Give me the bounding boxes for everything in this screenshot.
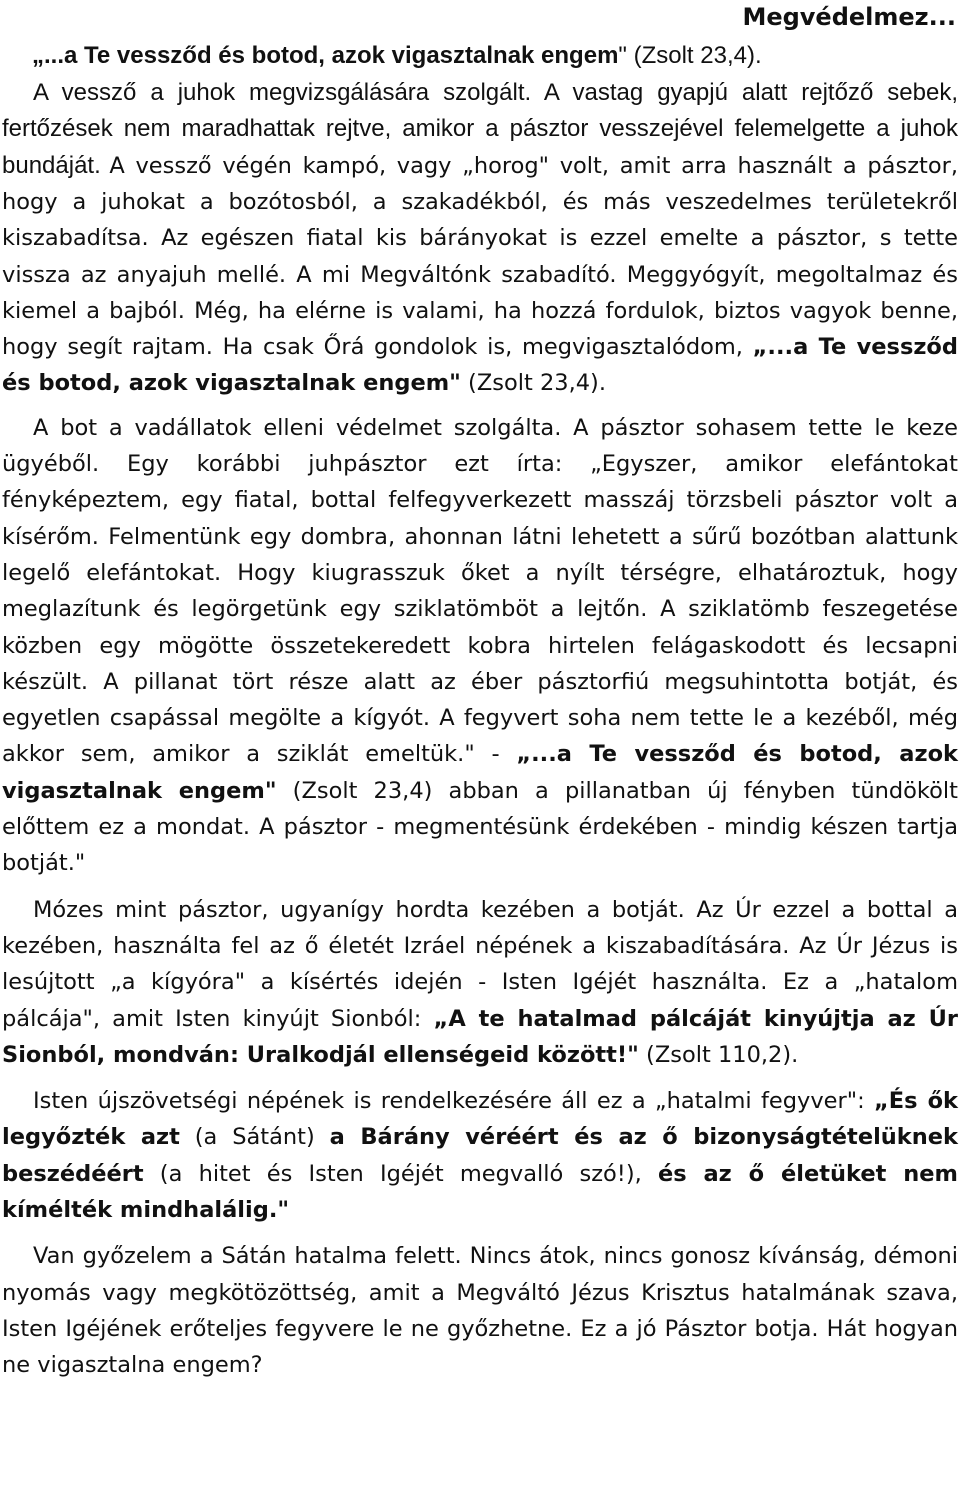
paragraph-4-mid-2: (a hitet és Isten Igéjét megvalló szó!), <box>143 1160 658 1187</box>
paragraph-4-text: Isten újszövetségi népének is rendelkezésére áll ez a „hatalmi fegyver": <box>33 1088 875 1115</box>
paragraph-4-bold-2: a Bárány véréért és az ő bizonyságtételüknek beszédéért <box>2 1124 959 1187</box>
paragraph-4-bold-3: és az ő életüket nem kímélték mindhalálig." <box>2 1160 958 1224</box>
intro-quote-ref: " (Zsolt 23,4). <box>618 42 762 69</box>
paragraph-3-quote: „A te hatalmad pálcáját kinyújtja az Úr Sionból, mondván: Uralkodjál ellenségeid között!" <box>2 1005 958 1068</box>
paragraph-3-ref: (Zsolt 110,2). <box>638 1041 799 1068</box>
paragraph-3-text: Mózes mint pásztor, ugyanígy hordta kezében a botját. Az Úr ezzel a bottal a kezében, használta fel az ő életét Izráel népének a kiszabadítására. Az Úr Jézus is lesújtott „a kígyóra" a kísértés idején - Isten Igéjét használta. Ez a „hatalom pálcája", amit Isten kinyújt Sionból: <box>2 896 958 1032</box>
page-header-title: Megvédelmez... <box>742 3 956 31</box>
intro-body-block <box>2 75 958 402</box>
intro-quote <box>2 38 958 75</box>
paragraph-1-text: A vessző végén kampó, vagy „horog" volt, amit arra használt a pásztor, hogy a juhokat a bozótosból, a szakadékból, és más veszedelmes területekről kiszabadítsa. Az egészen fiatal kis bárányokat is ezzel emelte a pásztor, s tette vissza az anyajuh mellé. A mi Megváltónk szabadító. Meggyógyít, megoltalmaz és kiemel a bajból. Még, ha elérne is valami, ha hozzá fordulok, biztos vagyok benne, hogy segít rajtam. Ha csak Őrá gondolok is, megvigasztalódom, <box>2 152 958 361</box>
paragraph-3 <box>2 892 958 1073</box>
paragraph-1 <box>2 153 958 397</box>
paragraph-1-ref: (Zsolt 23,4). <box>460 370 606 397</box>
paragraph-4-bold-1: „És ők legyőzték azt <box>2 1088 958 1151</box>
paragraph-5: Van győzelem a Sátán hatalma felett. Nincs átok, nincs gonosz kívánság, démoni nyomás vagy megkötözöttség, amit a Megváltó Jézus Krisztus hatalmának szava, Isten Igéjének erőteljes fegyvere le ne győzhetne. Ez a jó Pásztor botja. Hát hogyan ne vigasztalna engem? <box>2 1243 958 1379</box>
paragraph-2-rest: (Zsolt 23,4) abban a pillanatban új fényben tündökölt előttem ez a mondat. A pásztor - megmentésünk érdekében - mindig készen tartja botját." <box>2 777 958 877</box>
paragraph-2-quote: „...a Te vessződ és botod, azok vigasztalnak engem" <box>2 741 958 804</box>
paragraph-2-text: A bot a vadállatok elleni védelmet szolgálta. A pásztor sohasem tette le keze ügyéből. Egy korábbi juhpásztor ezt írta: „Egyszer, amikor elefántokat fényképeztem, egy fiatal, bottal felfegyverkezett masszáj törzsbeli pásztor volt a kísérőm. Felmentünk egy dombra, ahonnan látni lehetett a sűrű bozótban alattunk legelő elefántokat. Hogy kiugrasszuk őket a nyílt térségre, elhatároztuk, hogy meglazítunk és legörgetünk egy sziklatömböt a lejtőn. A sziklatömb feszegetése közben egy mögötte összetekeredett kobra hirtelen felágaskodott és lecsapni készült. A pillanat tört része alatt az éber pásztorfiú megsuhintotta botját, és egyetlen csapással megölte a kígyót. A fegyvert soha nem tette le a kezéből, még akkor sem, amikor a sziklát emeltük." - <box>2 414 958 768</box>
intro-quote-bold: „...a Te vessződ és botod, azok vigasztalnak engem <box>32 42 619 69</box>
paragraph-1-quote: „...a Te vessződ és botod, azok vigasztalnak engem" <box>2 334 958 397</box>
document-page <box>2 0 958 1384</box>
paragraph-4 <box>2 1083 958 1228</box>
paragraph-2 <box>2 410 958 882</box>
intro-paragraph: A vessző a juhok megvizsgálására szolgált. A vastag gyapjú alatt rejtőző sebek, fertőzések nem maradhattak rejtve, amikor a pásztor vesszejével felemelgette a juhok bundáját. <box>2 78 958 179</box>
paragraph-4-mid-1: (a Sátánt) <box>179 1124 330 1151</box>
